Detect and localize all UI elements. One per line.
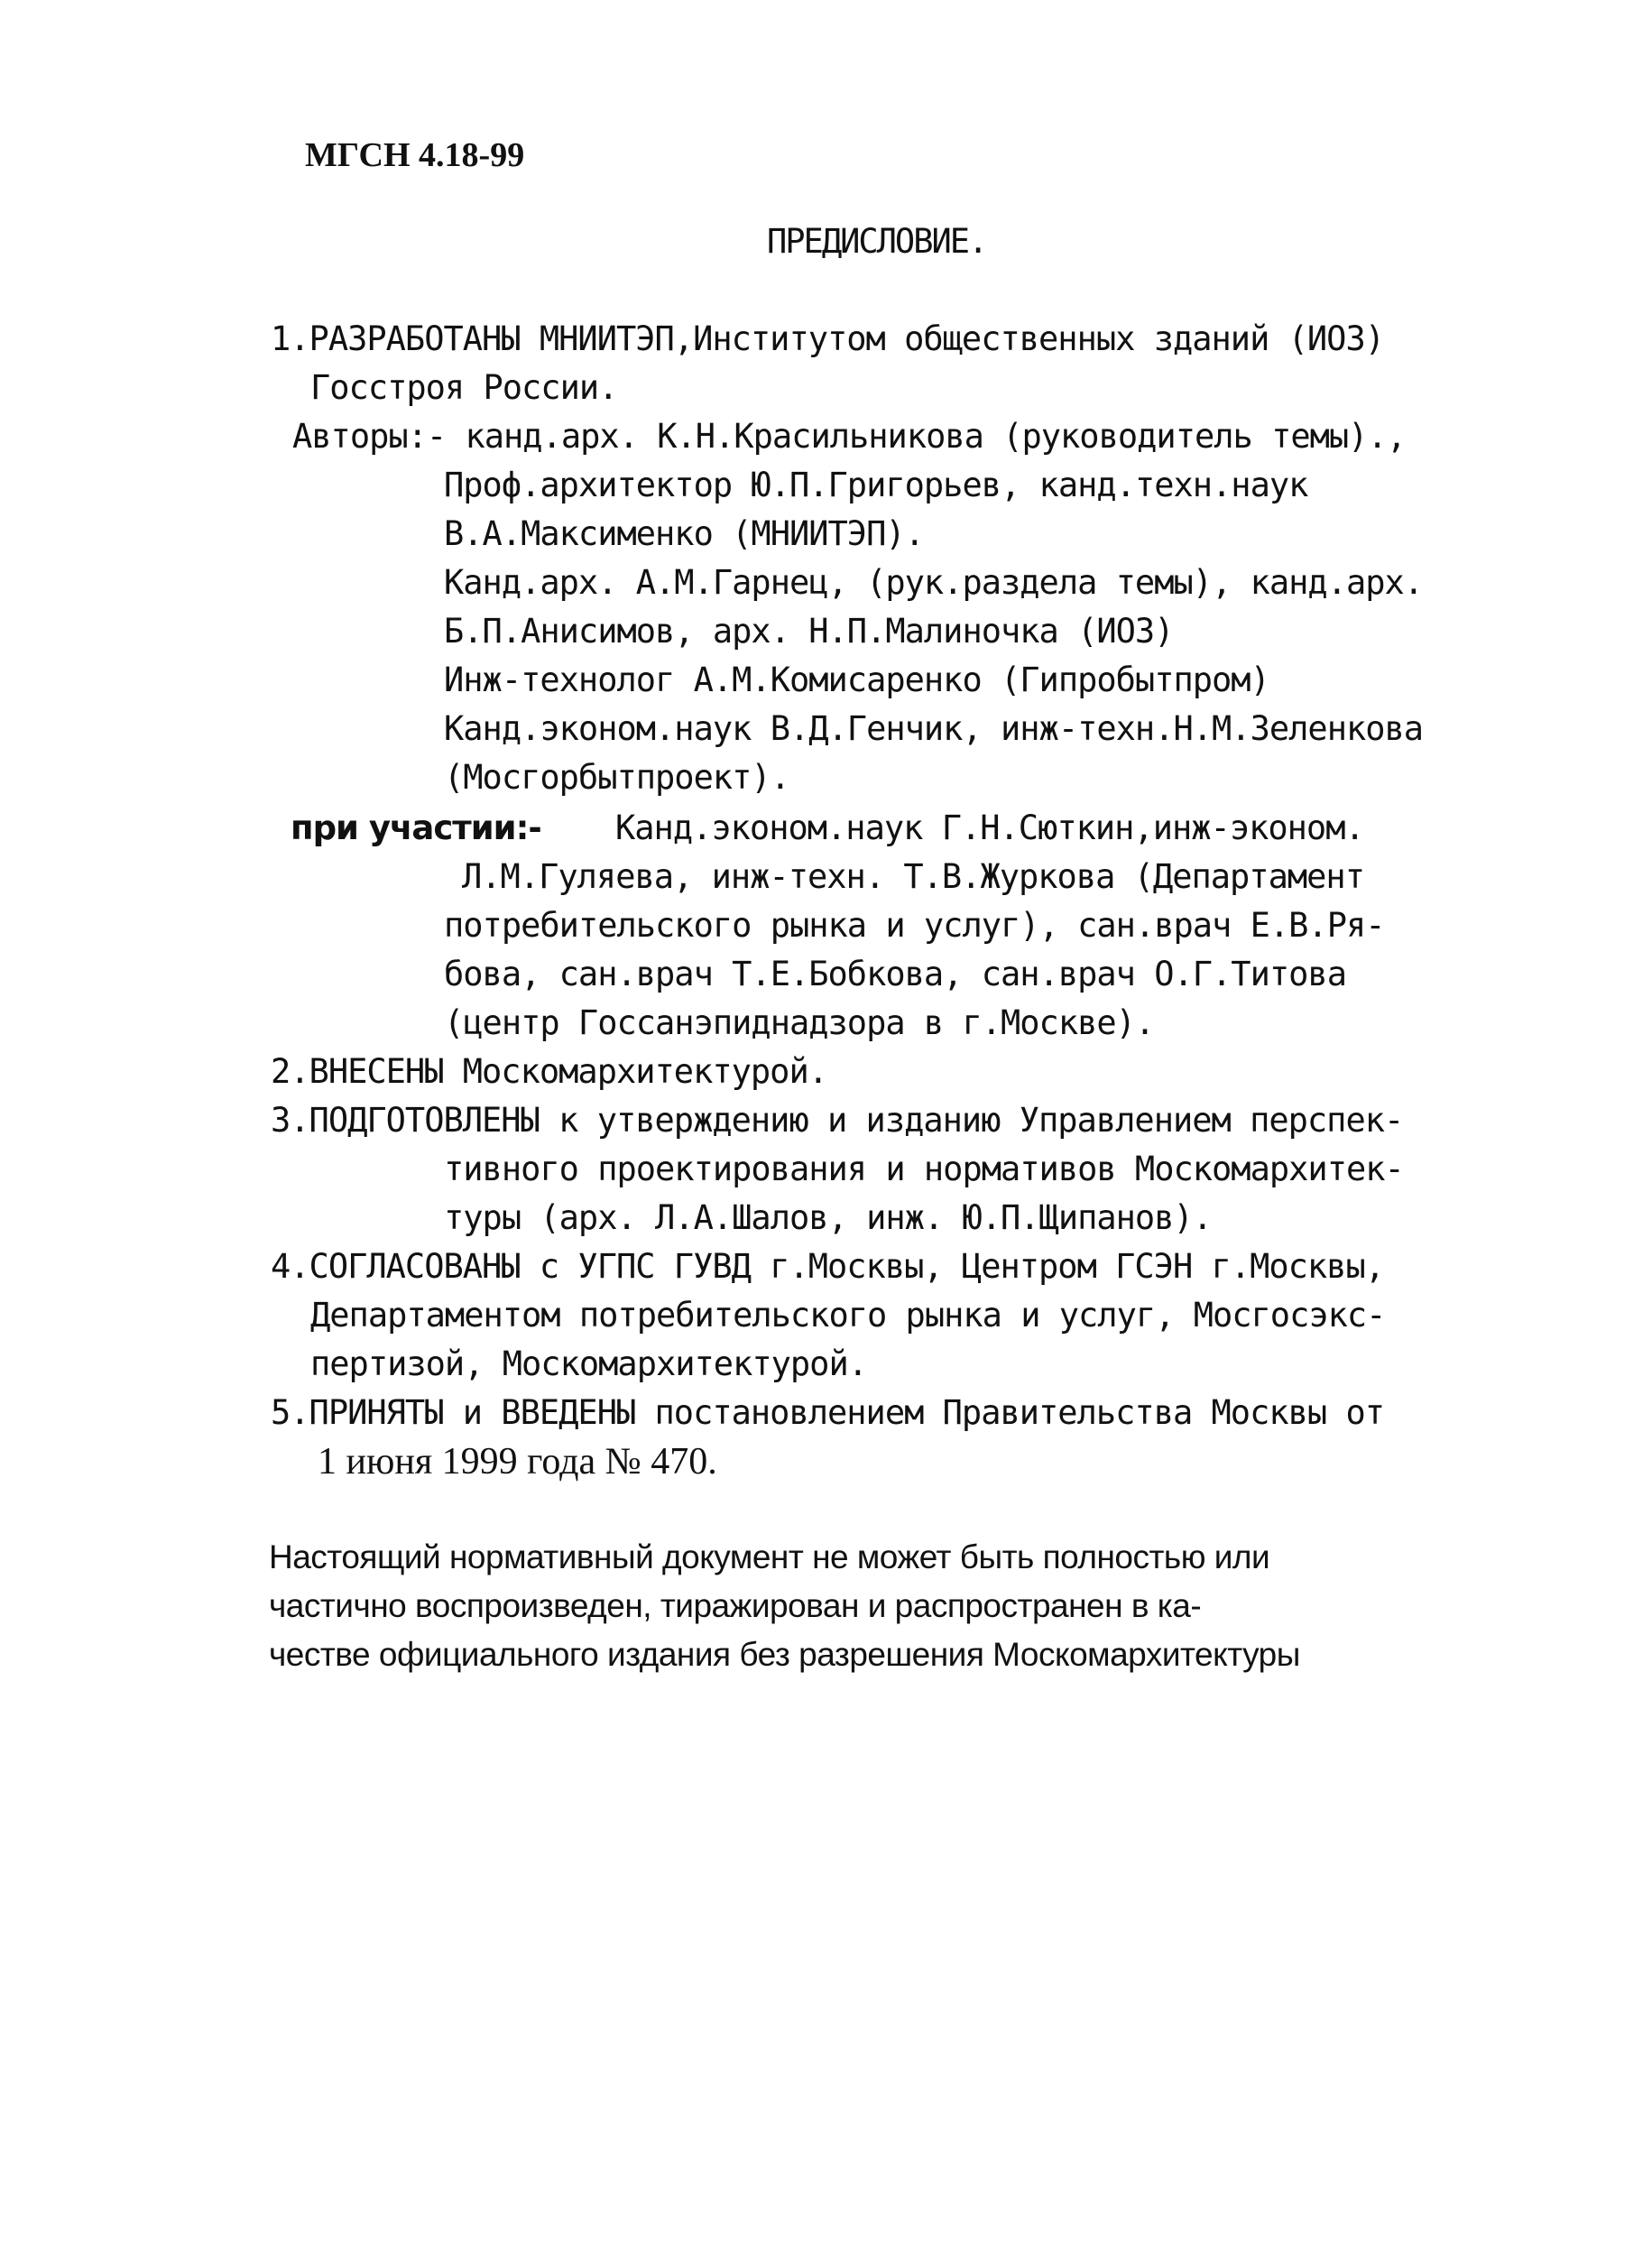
participant-line-3: потребительского рынка и услуг), сан.врач Е.В.Ря- (444, 906, 1385, 945)
participant-line-1: Канд.эконом.наук Г.Н.Сюткин,инж-эконом. (615, 808, 1364, 847)
author-line-2: В.А.Максименко (МНИИТЭП). (444, 514, 924, 553)
item-3-line-2: тивного проектирования и нормативов Москомархитек- (444, 1150, 1404, 1188)
page-title: ПРЕДИСЛОВИЕ. (767, 222, 987, 261)
author-line-6: Канд.эконом.наук В.Д.Генчик, инж-техн.Н.М.Зеленкова (444, 709, 1424, 748)
author-line-3: Канд.арх. А.М.Гарнец, (рук.раздела темы), канд.арх. (444, 563, 1424, 602)
participation-label (291, 805, 541, 852)
notice-line-2: частично воспроизведен, тиражирован и распространен в ка- (269, 1587, 1202, 1624)
item-3-line-1: 3.ПОДГОТОВЛЕНЫ к утверждению и изданию Управлением перспек- (271, 1101, 1404, 1140)
authors-line: Авторы:- канд.арх. К.Н.Красильникова (руководитель темы)., (292, 417, 1407, 456)
participant-line-5: (центр Госсанэпиднадзора в г.Москве). (444, 1003, 1155, 1042)
item-3-line-3: туры (арх. Л.А.Шалов, инж. Ю.П.Щипанов). (444, 1198, 1213, 1237)
item-1-line-2: Госстроя России. (310, 368, 618, 407)
participant-line-2: Л.М.Гуляева, инж-техн. Т.В.Журкова (Департамент (462, 857, 1364, 896)
item-4-line-1: 4.СОГЛАСОВАНЫ с УГПС ГУВД г.Москвы, Центром ГСЭН г.Москвы, (271, 1247, 1385, 1286)
participant-line-4: бова, сан.врач Т.Е.Бобкова, сан.врач О.Г.Титова (444, 955, 1346, 993)
item-5-line-1: 5.ПРИНЯТЫ и ВВЕДЕНЫ постановлением Правительства Москвы от (271, 1393, 1385, 1432)
item-4-line-3: пертизой, Москомархитектурой. (310, 1344, 868, 1383)
notice-line-3: честве официального издания без разрешения Москомархитектуры (269, 1636, 1300, 1673)
item-1-line-1: 1.РАЗРАБОТАНЫ МНИИТЭП,Институтом общественных зданий (ИОЗ) (271, 319, 1385, 358)
item-2: 2.ВНЕСЕНЫ Москомархитектурой. (271, 1052, 828, 1091)
item-5-line-2: 1 июня 1999 года № 470. (318, 1441, 717, 1483)
notice-line-1: Настоящий нормативный документ не может быть полностью или (269, 1538, 1270, 1575)
author-line-5: Инж-технолог А.М.Комисаренко (Гипробытпром) (444, 660, 1269, 699)
item-4-line-2: Департаментом потребительского рынка и услуг, Мосгосэкс- (310, 1296, 1386, 1335)
document-code: МГСН 4.18-99 (305, 136, 525, 174)
author-line-4: Б.П.Анисимов, арх. Н.П.Малиночка (ИОЗ) (444, 612, 1174, 651)
author-line-7: (Мосгорбытпроект). (444, 758, 789, 797)
author-line-1: Проф.архитектор Ю.П.Григорьев, канд.техн.наук (444, 466, 1308, 504)
participation-label-text: при участии:- (291, 808, 541, 847)
